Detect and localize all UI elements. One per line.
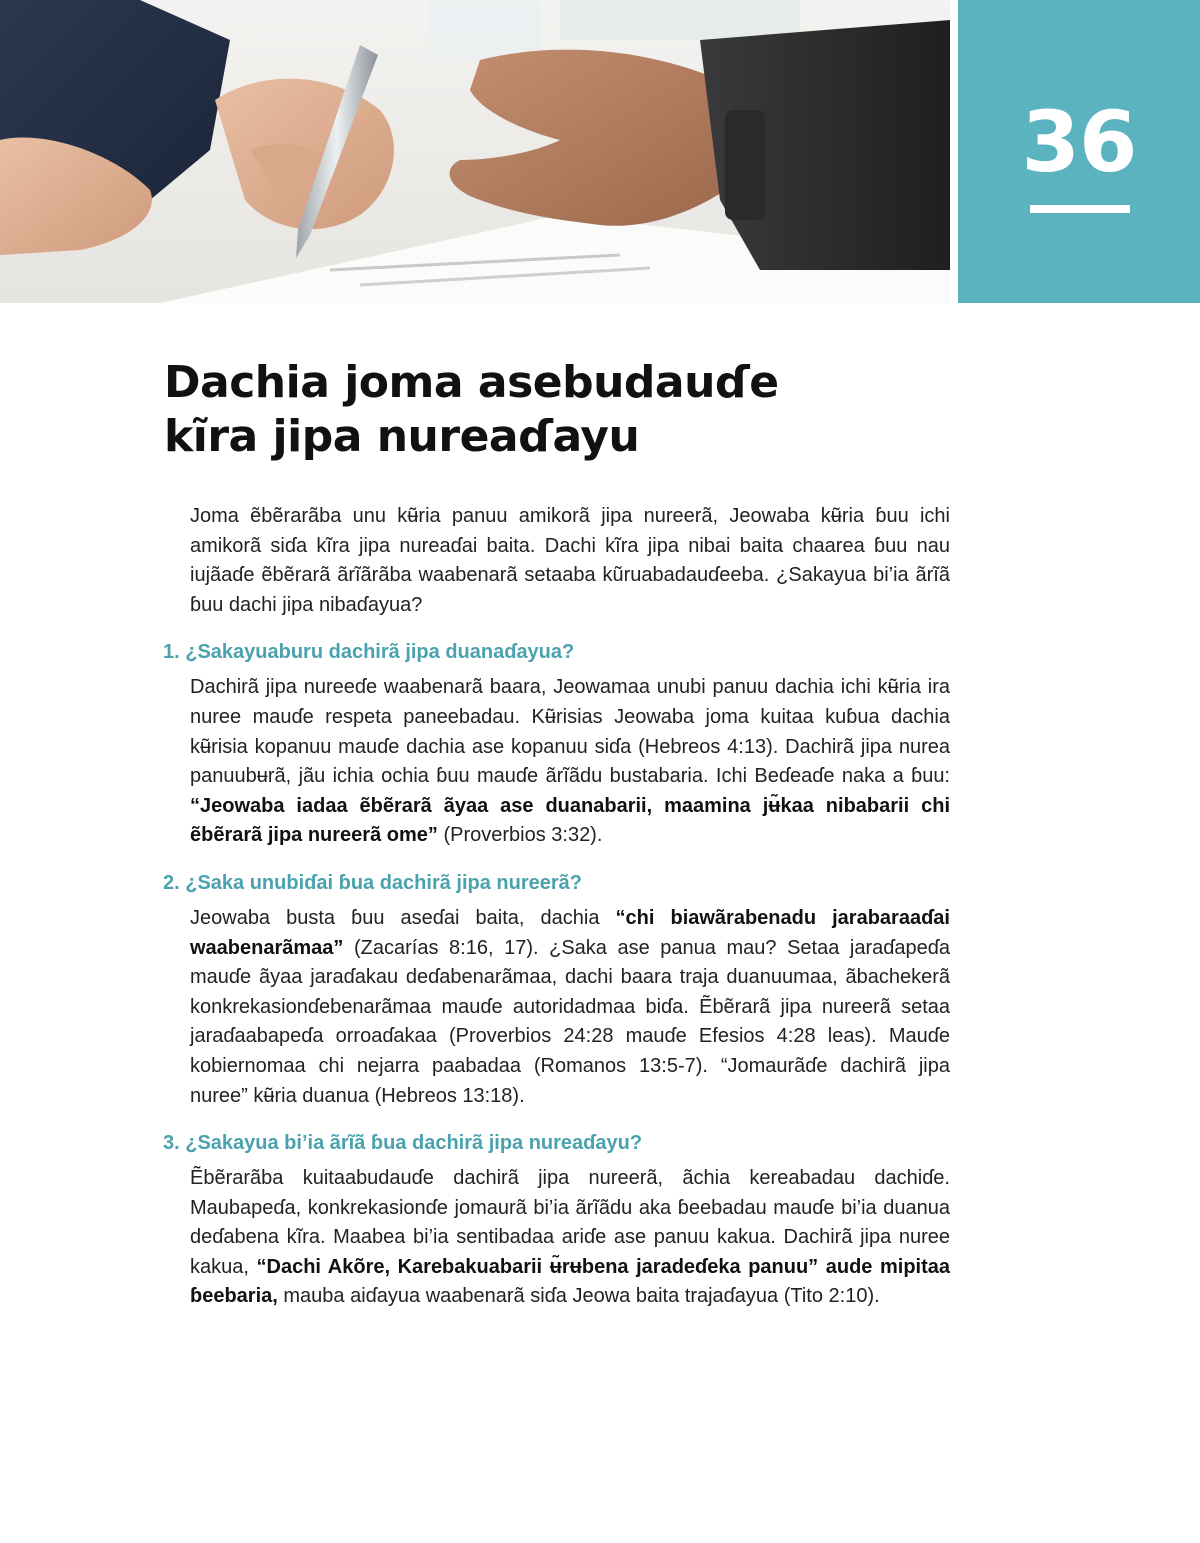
section-2-answer bbox=[190, 904, 950, 1111]
section-3-question: 3. ¿Sakayua bi’ia ãrĩã ɓua dachirã jipa nureaɗayu? bbox=[163, 1132, 643, 1155]
lesson-number: 36 bbox=[1021, 93, 1137, 191]
section-1-text-a: Dachirã jipa nureeɗe waabenarã baara, Jeowamaa unubi panuu dachia ichi kʉ̃ria ira nuree mauɗe respeta paneebadau. Kʉ̃risias Jeowaba joma kuitaa kuɓua dachia kʉ̃risia kopanuu mauɗe dachia ase kopanuu siɗa (Hebreos 4:13). Dachirã jipa nurea panuubʉrã, jãu ichia ochia ɓuu mauɗe ãrĩãdu bustabaria. Ichi Beɗeaɗe naka a ɓuu: bbox=[190, 676, 950, 788]
hero-illustration bbox=[0, 0, 950, 303]
section-2-question: 2. ¿Saka unubiɗai ɓua dachirã jipa nureerã? bbox=[163, 871, 583, 894]
section-1-question: 1. ¿Sakayuaburu dachirã jipa duanaɗayua? bbox=[163, 641, 575, 664]
lesson-content bbox=[163, 502, 950, 1330]
section-3-text-a: Ẽbẽrarãba kuitaabudauɗe dachirã jipa nureerã, ãchia kereabadau dachiɗe. Maubapeɗa, konkrekasionɗe jomaurã bi’ia ãrĩãdu aka ɓeebadau mauɗe bi’ia duanua deɗabena kĩra. Maabea bi’ia sentibadaa ariɗe ase panuu kakua. Dachirã jipa nuree kakua, bbox=[190, 1167, 950, 1278]
section-1-text-b: (Proverbios 3:32). bbox=[437, 824, 603, 847]
section-2-quote: “chi biawãrabenadu jarabaraaɗai waabenarãmaa” bbox=[190, 906, 950, 959]
section-3-quote: “Dachi Akõre, Karebakuabarii ʉ̃rʉbena jaradeɗeka panuu” aude mipitaa ɓeebaria, bbox=[190, 1255, 950, 1308]
section-1-quote: “Jeowaba iadaa ẽbẽrarã ãyaa ase duanabarii, maamina jʉ̃kaa nibabarii chi ẽbẽrarã jipa nureerã ome” bbox=[190, 794, 950, 847]
lesson-number-underline bbox=[1030, 205, 1130, 213]
page-title bbox=[164, 356, 924, 464]
section-3-text-b: mauba aiɗayua waabenarã siɗa Jeowa baita trajaɗayua (Tito 2:10). bbox=[277, 1285, 880, 1308]
section-1-answer bbox=[190, 673, 950, 851]
intro-paragraph: Joma ẽbẽrarãba unu kʉ̃ria panuu amikorã jipa nureerã, Jeowaba kʉ̃ria ɓuu ichi amikorã siɗa kĩra jipa nureaɗai baita. Dachi kĩra jipa nibai baita chaarea ɓuu nau iujãaɗe ẽbẽrarã ãrĩãrãba waabenarã setaaba kũruabadauɗeeba. ¿Sakayua bi’ia ãrĩã ɓuu dachi jipa nibaɗayua? bbox=[190, 505, 950, 616]
page-title-line-1: Dachia joma asebudauɗe bbox=[164, 357, 779, 408]
section-2-text-b: (Zacarías 8:16, 17). ¿Saka ase panua mau? Setaa jaraɗapeɗa mauɗe ãyaa jaraɗakau deɗabenarãmaa, dachi baara traja duanuumaa, ãbachekerã konkrekasionɗebenarãmaa mauɗe autoridadmaa biɗa. Ẽbẽrarã jipa nureerã setaa jaraɗaabapeɗa orroaɗakaa (Proverbios 24:28 mauɗe Efesios 4:28 leas). Mauɗe kobiernomaa chi nejarra paabadaa (Romanos 13:5-7). “Jomaurãɗe dachirã jipa nuree” kʉ̃ria duanua (Hebreos 13:18). bbox=[190, 936, 950, 1107]
section-2-text-a: Jeowaba busta ɓuu aseɗai baita, dachia bbox=[190, 906, 616, 929]
page-title-line-2: kĩra jipa nureaɗayu bbox=[164, 411, 640, 462]
hero-photo-handshake-contract bbox=[0, 0, 950, 303]
section-3-answer bbox=[190, 1164, 950, 1312]
lesson-number-badge bbox=[958, 0, 1200, 303]
